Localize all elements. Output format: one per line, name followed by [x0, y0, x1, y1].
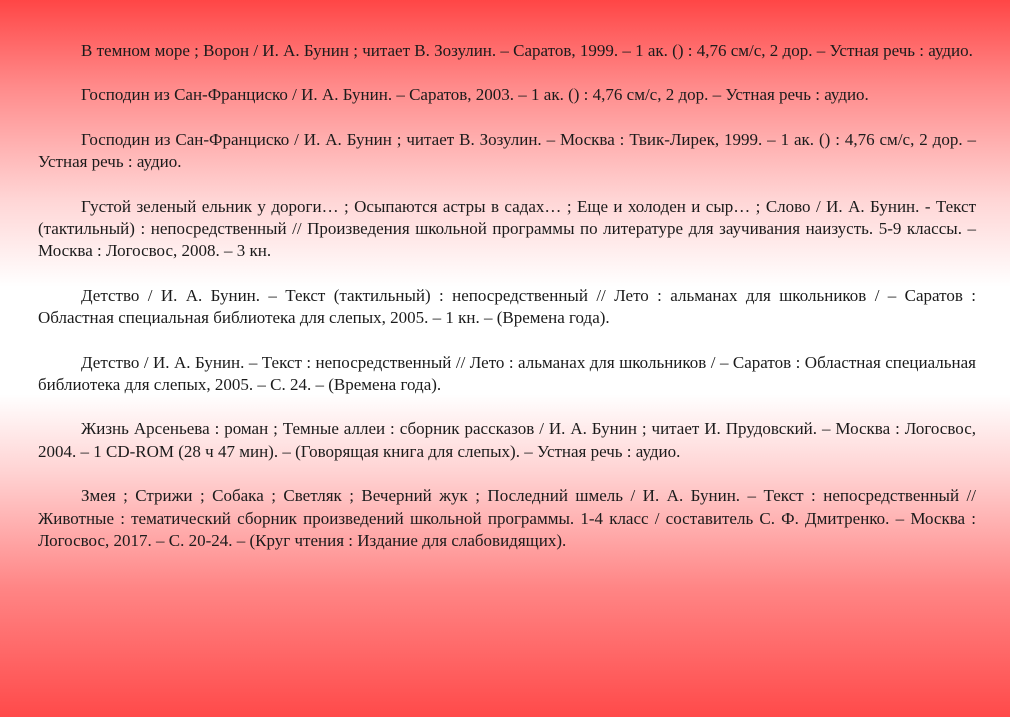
bibliography-entry: В темном море ; Ворон / И. А. Бунин ; читает В. Зозулин. – Саратов, 1999. – 1 ак. () : 4,76 см/с, 2 дор. – Устная речь : аудио. — [81, 41, 973, 60]
bibliography-entry: Детство / И. А. Бунин. – Текст : непосредственный // Лето : альманах для школьников / – Саратов : Областная специальная библиотека для слепых, 2005. – С. 24. – (Времена года). — [38, 352, 976, 395]
bibliography-list — [38, 40, 976, 575]
bibliography-entry: Господин из Сан-Франциско / И. А. Бунин ; читает В. Зозулин. – Москва : Твик-Лирек, 1999. – 1 ак. () : 4,76 см/с, 2 дор. – Устная речь : аудио. — [38, 129, 976, 172]
bibliography-entry: Господин из Сан-Франциско / И. А. Бунин. – Саратов, 2003. – 1 ак. () : 4,76 см/с, 2 дор. – Устная речь : аудио. — [81, 85, 869, 105]
bibliography-entry: Детство / И. А. Бунин. – Текст (тактильный) : непосредственный // Лето : альманах для школьников / – Саратов : Областная специальная библиотека для слепых, 2005. – 1 кн. – (Времена года). — [38, 285, 976, 328]
bibliography-entry: Жизнь Арсеньева : роман ; Темные аллеи : сборник рассказов / И. А. Бунин ; читает И. Прудовский. – Москва : Логосвос, 2004. – 1 CD-ROM (28 ч 47 мин). – (Говорящая книга для слепых). – Устная речь : аудио. — [38, 419, 976, 461]
bibliography-entry: Густой зеленый ельник у дороги… ; Осыпаются астры в садах… ; Еще и холоден и сыр… ; Слово / И. А. Бунин. - Текст (тактильный) : непосредственный // Произведения школьной программы по литературе для заучивания наизусть. 5-9 классы. – Москва : Логосвос, 2008. – 3 кн. — [38, 196, 976, 261]
bibliography-entry: Змея ; Стрижи ; Собака ; Светляк ; Вечерний жук ; Последний шмель / И. А. Бунин. – Текст : непосредственный // Животные : тематический сборник произведений школьной программы. 1-4 класс / составитель С. Ф. Дмитренко. – Москва : Логосвос, 2017. – С. 20-24. – (Круг чтения : Издание для слабовидящих). — [38, 486, 976, 551]
